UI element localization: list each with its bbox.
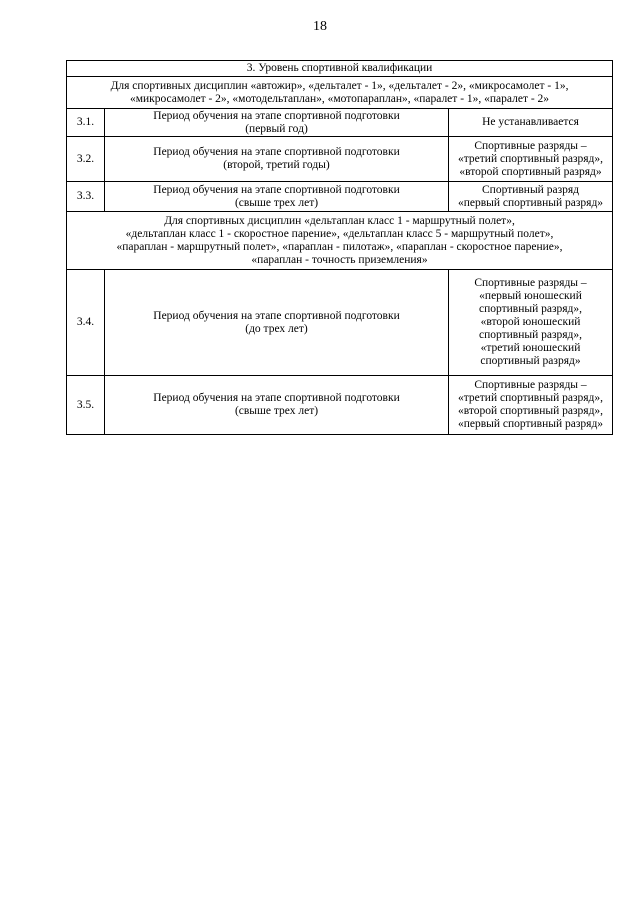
period-line: (свыше трех лет) (234, 405, 319, 417)
table-row (67, 376, 613, 435)
section-title-row (67, 61, 613, 77)
result-line: «третий спортивный разряд», (458, 392, 604, 404)
period-line: Период обучения на этапе спортивной подготовки (153, 146, 400, 158)
group-header-line: «параплан - маршрутный полет», «параплан - пилотаж», «параплан - скоростное парение», (116, 240, 563, 253)
group-header-line: Для спортивных дисциплин «автожир», «дельталет - 1», «дельталет - 2», «микросамолет - 1», (110, 79, 569, 92)
result-line: спортивный разряд», (478, 329, 583, 341)
period-line: (второй, третий годы) (223, 159, 330, 171)
group-header-line: «параплан - точность приземления» (251, 253, 428, 266)
period-line: Период обучения на этапе спортивной подготовки (153, 309, 400, 322)
group-header (67, 77, 613, 109)
result-line: «первый юношеский (479, 290, 582, 302)
row-number: 3.2. (67, 137, 105, 182)
table-row (67, 270, 613, 376)
group-header (67, 212, 613, 270)
period-cell (105, 137, 449, 182)
group-header-line: Для спортивных дисциплин «дельтаплан класс 1 - маршрутный полет», (164, 214, 515, 227)
result-cell (449, 137, 613, 182)
period-line: Период обучения на этапе спортивной подготовки (153, 392, 400, 404)
group-header-line: «микросамолет - 2», «мотодельтаплан», «мотопараплан», «паралет - 1», «паралет - 2» (129, 92, 550, 105)
period-line: (до трех лет) (245, 322, 308, 335)
result-line: «первый спортивный разряд» (457, 418, 604, 430)
row-number: 3.4. (67, 270, 105, 376)
period-line: (свыше трех лет) (234, 196, 319, 209)
result-line: Спортивные разряды – (474, 139, 587, 152)
period-line: Период обучения на этапе спортивной подготовки (153, 109, 400, 122)
period-line: (первый год) (245, 122, 308, 135)
result-line: Спортивный разряд (482, 183, 579, 196)
result-line: «третий спортивный разряд», (458, 152, 604, 165)
row-number: 3.1. (67, 109, 105, 137)
qualification-table (66, 60, 613, 435)
table-row (67, 109, 613, 137)
result-line: «третий юношеский (480, 342, 581, 354)
result-line: Спортивные разряды – (474, 277, 587, 289)
result-cell (449, 376, 613, 435)
result-line: «второй спортивный разряд» (459, 165, 602, 178)
result-line: «первый спортивный разряд» (457, 196, 604, 209)
row-number: 3.5. (67, 376, 105, 435)
period-cell (105, 182, 449, 212)
period-line: Период обучения на этапе спортивной подготовки (153, 183, 400, 196)
result-line: «второй юношеский (480, 316, 581, 328)
row-number: 3.3. (67, 182, 105, 212)
table-row (67, 137, 613, 182)
group-header-row (67, 212, 613, 270)
result-line: «второй спортивный разряд», (457, 405, 604, 417)
result-line: спортивный разряд» (480, 355, 581, 367)
result-line: Не устанавливается (482, 116, 579, 128)
table-row (67, 182, 613, 212)
period-cell (105, 376, 449, 435)
period-cell (105, 109, 449, 137)
group-header-line: «дельтаплан класс 1 - скоростное парение», «дельтаплан класс 5 - маршрутный полет», (125, 227, 554, 240)
period-cell (105, 270, 449, 376)
result-cell (449, 109, 613, 137)
page-number: 18 (313, 19, 327, 34)
result-line: Спортивные разряды – (474, 379, 587, 391)
result-cell (449, 182, 613, 212)
group-header-row (67, 77, 613, 109)
result-cell (449, 270, 613, 376)
result-line: спортивный разряд», (478, 303, 583, 315)
section-title: 3. Уровень спортивной квалификации (67, 61, 613, 77)
